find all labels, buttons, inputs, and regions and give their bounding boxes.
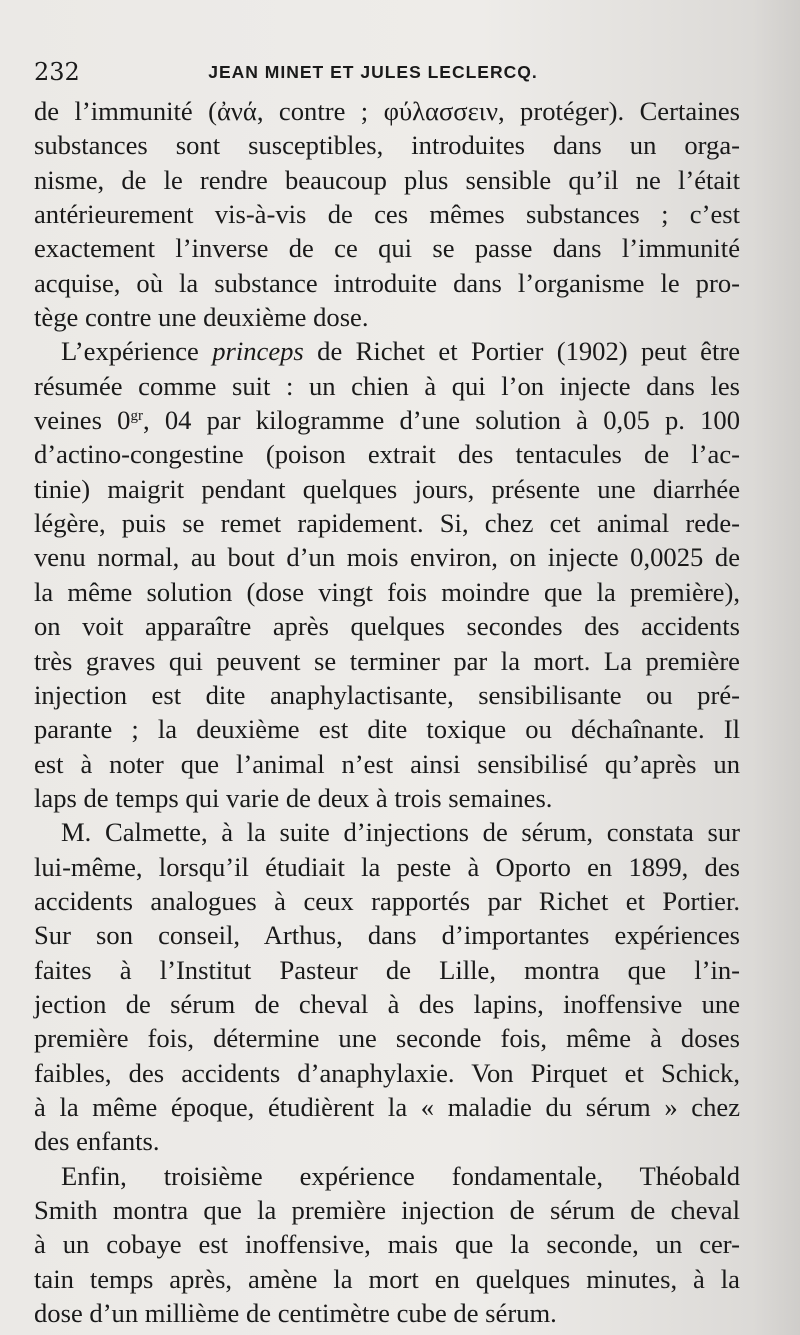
text-line: faites à l’Institut Pasteur de Lille, montra que l’in- — [34, 954, 740, 985]
text-line: tège contre une deuxième dose. — [34, 302, 369, 333]
paragraph — [34, 815, 740, 1158]
text-line: accidents analogues à ceux rapportés par Richet et Portier. — [34, 885, 740, 916]
unit-superscript: gr — [130, 408, 143, 425]
text-line: parante ; la deuxième est dite toxique ou déchaînante. Il — [34, 714, 740, 745]
text-line: légère, puis se remet rapidement. Si, chez cet animal rede- — [34, 508, 740, 539]
text-line: à la même époque, étudièrent la « maladie du sérum » chez — [34, 1091, 740, 1122]
running-head: JEAN MINET ET JULES LECLERCQ. — [208, 62, 538, 82]
paragraph — [34, 94, 740, 334]
text-line: on voit apparaître après quelques secondes des accidents — [34, 611, 740, 642]
text-line: veines $0^{gr}$, 04 par kilogramme d’une solution à 0,05 p. 100 — [34, 405, 740, 436]
text-line: est à noter que l’animal n’est ainsi sensibilisé qu’après un — [34, 748, 740, 779]
text-line: d’actino-congestine (poison extrait des tentacules de l’ac- — [34, 439, 740, 470]
paragraph — [34, 334, 740, 815]
paragraph — [34, 1159, 740, 1331]
text-line: à un cobaye est inoffensive, mais que la seconde, un cer- — [34, 1229, 740, 1260]
text-line: résumée comme suit : un chien à qui l’on injecte dans les — [34, 370, 740, 401]
text-line: dose d’un millième de centimètre cube de sérum. — [34, 1298, 557, 1329]
text-line: lui-même, lorsqu’il étudiait la peste à Oporto en 1899, des — [34, 851, 740, 882]
text-line: exactement l’inverse de ce qui se passe dans l’immunité — [34, 233, 740, 264]
text-line: M. Calmette, à la suite d’injections de sérum, constata sur — [61, 817, 740, 848]
text-line: première fois, détermine une seconde fois, même à doses — [34, 1023, 740, 1054]
text-line: Sur son conseil, Arthus, dans d’importantes expériences — [34, 920, 740, 951]
text-line: L’expérience princeps de Richet et Portier (1902) peut être — [61, 336, 740, 367]
body-text — [34, 94, 740, 1330]
page-header — [34, 50, 712, 94]
text-line: faibles, des accidents d’anaphylaxie. Von Pirquet et Schick, — [34, 1057, 740, 1088]
page-number: 232 — [34, 58, 80, 86]
text-line: très graves qui peuvent se terminer par la mort. La première — [34, 645, 740, 676]
text-line: Smith montra que la première injection de sérum de cheval — [34, 1195, 740, 1225]
text-line: jection de sérum de cheval à des lapins, inoffensive une — [34, 988, 740, 1019]
text-line: tain temps après, amène la mort en quelques minutes, à la — [34, 1263, 740, 1294]
text-line: laps de temps qui varie de deux à trois semaines. — [34, 782, 553, 813]
italic-term: princeps — [212, 336, 304, 367]
text-line: nisme, de le rendre beaucoup plus sensible qu’il ne l’était — [34, 164, 740, 195]
text-line: acquise, où la substance introduite dans l’organisme le pro- — [34, 267, 740, 298]
text-line: tinie) maigrit pendant quelques jours, présente une diarrhée — [34, 473, 740, 504]
text-line: des enfants. — [34, 1126, 160, 1157]
text-line: venu normal, au bout d’un mois environ, on injecte 0,0025 de — [34, 542, 740, 573]
text-line: injection est dite anaphylactisante, sensibilisante ou pré- — [34, 679, 740, 710]
text-line: de l’immunité (ἀνά, contre ; φύλασσειν, protéger). Certaines — [34, 96, 740, 126]
text-line: substances sont susceptibles, introduites dans un orga- — [34, 130, 740, 161]
text-line: antérieurement vis-à-vis de ces mêmes substances ; c’est — [34, 199, 740, 230]
text-line: Enfin, troisième expérience fondamentale, Théobald — [61, 1160, 740, 1191]
text-line: la même solution (dose vingt fois moindre que la première), — [34, 576, 740, 607]
